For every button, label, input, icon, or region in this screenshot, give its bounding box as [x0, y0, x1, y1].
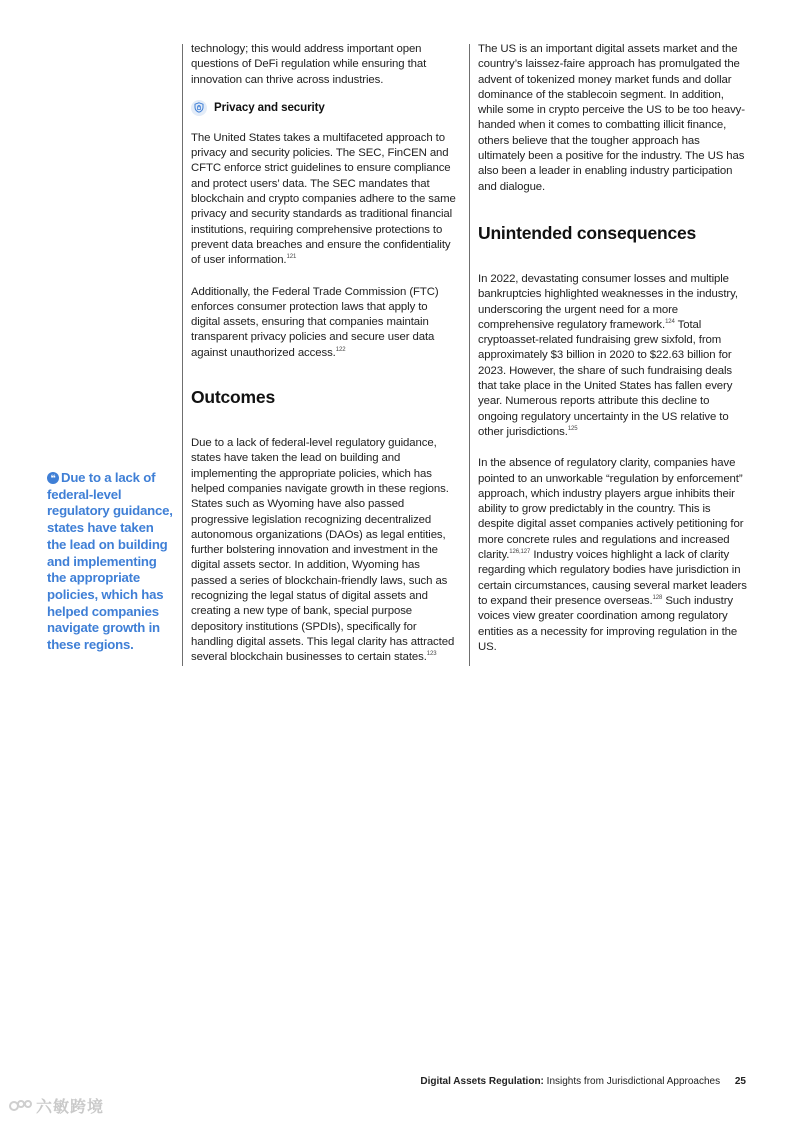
right-intro-paragraph: The US is an important digital assets market and the country’s laissez-faire approach has promulgated the advent of tokenized money market funds and dollar dominance of the stablecoin segment. In addition, while some in crypto perceive the US to be too heavy-handed when it comes to combatting illicit finance, others believe that the tougher approach has ultimately been a positive for the industry. The US has also been a leader in enabling industry participation and dialogue.	[478, 43, 745, 193]
outcomes-heading: Outcomes	[191, 387, 275, 408]
footer-subtitle: Insights from Jurisdictional Approaches	[546, 1076, 721, 1087]
shield-icon	[191, 100, 207, 116]
footnote-ref: 125	[567, 426, 578, 433]
watermark	[8, 1094, 104, 1117]
footnote-ref: 126,127	[509, 549, 531, 556]
pull-quote-text: Due to a lack of federal-level regulatory guidance, states have taken the lead on building and implementing the appropriate policies, which has helped companies navigate growth in these regions.	[47, 470, 173, 653]
outcomes-paragraph: Due to a lack of federal-level regulatory guidance, states have taken the lead on building and implementing the appropriate policies, which has helped companies navigate growth in these regions. States such as Wyoming have also passed progressive legislation recognizing decentralized autonomous organizations (DAOs) as legal entities, further bolstering innovation and investment in the digital assets sector. In addition, Wyoming has passed a series of blockchain-friendly laws, such as recognizing the legal status of digital assets and creating a new type of bank, special purpose depository institutions (SPDIs), specifically for handling digital assets. This legal clarity has attracted several blockchain businesses to certain states.$^{123}$	[191, 437, 455, 664]
privacy-heading: Privacy and security	[214, 101, 325, 115]
right-column	[478, 42, 748, 655]
left-column-rule	[182, 44, 183, 666]
left-column	[191, 42, 459, 666]
footnote-ref: 128	[652, 595, 663, 602]
pull-quote	[47, 470, 175, 654]
quote-icon: ❝	[47, 472, 59, 484]
footer-title: Digital Assets Regulation:	[420, 1076, 544, 1087]
unintended-consequences-heading: Unintended consequences	[478, 222, 697, 243]
footnote-ref: 123	[426, 651, 437, 658]
footnote-ref: 124	[665, 319, 675, 326]
privacy-paragraph-2: Additionally, the Federal Trade Commission (FTC) enforces consumer protection laws that apply to digital assets, ensuring that companies maintain transparent privacy policies and secure user data against unauthorized access.$^{122}$	[191, 285, 439, 359]
footnote-ref: 121	[286, 254, 297, 261]
unintended-paragraph-1: In 2022, devastating consumer losses and multiple bankruptcies highlighted weaknesses in the industry, underscoring the urgent need for a more comprehensive regulatory framework.$^{124}$ Total cryptoasset-related fundraising grew sixfold, from approximately $3 billion in 2020 to $22.63 billion for 2023. However, the share of such fundraising deals that take place in the United States has fallen every year. Numerous reports attribute this decline to ongoing regulatory uncertainty in the US relative to other jurisdictions.$^{125}$	[478, 272, 738, 438]
watermark-text: 六敏跨境	[36, 1099, 105, 1116]
page-number: 25	[734, 1076, 746, 1087]
right-column-rule	[469, 44, 470, 666]
left-intro-paragraph: technology; this would address important open questions of DeFi regulation while ensuring that innovation can thrive across industries.	[191, 43, 427, 86]
privacy-paragraph-1: The United States takes a multifaceted approach to privacy and security policies. The SEC, FinCEN and CFTC enforce strict guidelines to ensure compliance and protect users’ data. The SEC mandates that blockchain and crypto companies adhere to the same privacy and security standards as traditional financial institutions, requiring comprehensive protections to prevent data breaches and ensure the confidentiality of user information.$^{121}$	[191, 131, 456, 267]
unintended-paragraph-2: In the absence of regulatory clarity, companies have pointed to an unworkable “regulation by enforcement” approach, which industry players argue inhibits their ability to grow predictably in the country. This is despite digital asset companies actively petitioning for more concrete rules and regulations and increased clarity.$^{126,127}$ Industry voices highlight a lack of clarity regarding which regulatory bodies have jurisdiction in certain circumstances, causing several market leaders to expand their presence overseas.$^{128}$ Such industry voices view greater coordination among regulatory entities as a necessity for improving regulation in the US.	[478, 457, 747, 653]
privacy-subheading	[191, 100, 459, 116]
footnote-ref: 122	[335, 346, 346, 353]
watermark-logo-icon	[8, 1098, 34, 1114]
page-footer	[420, 1076, 746, 1087]
